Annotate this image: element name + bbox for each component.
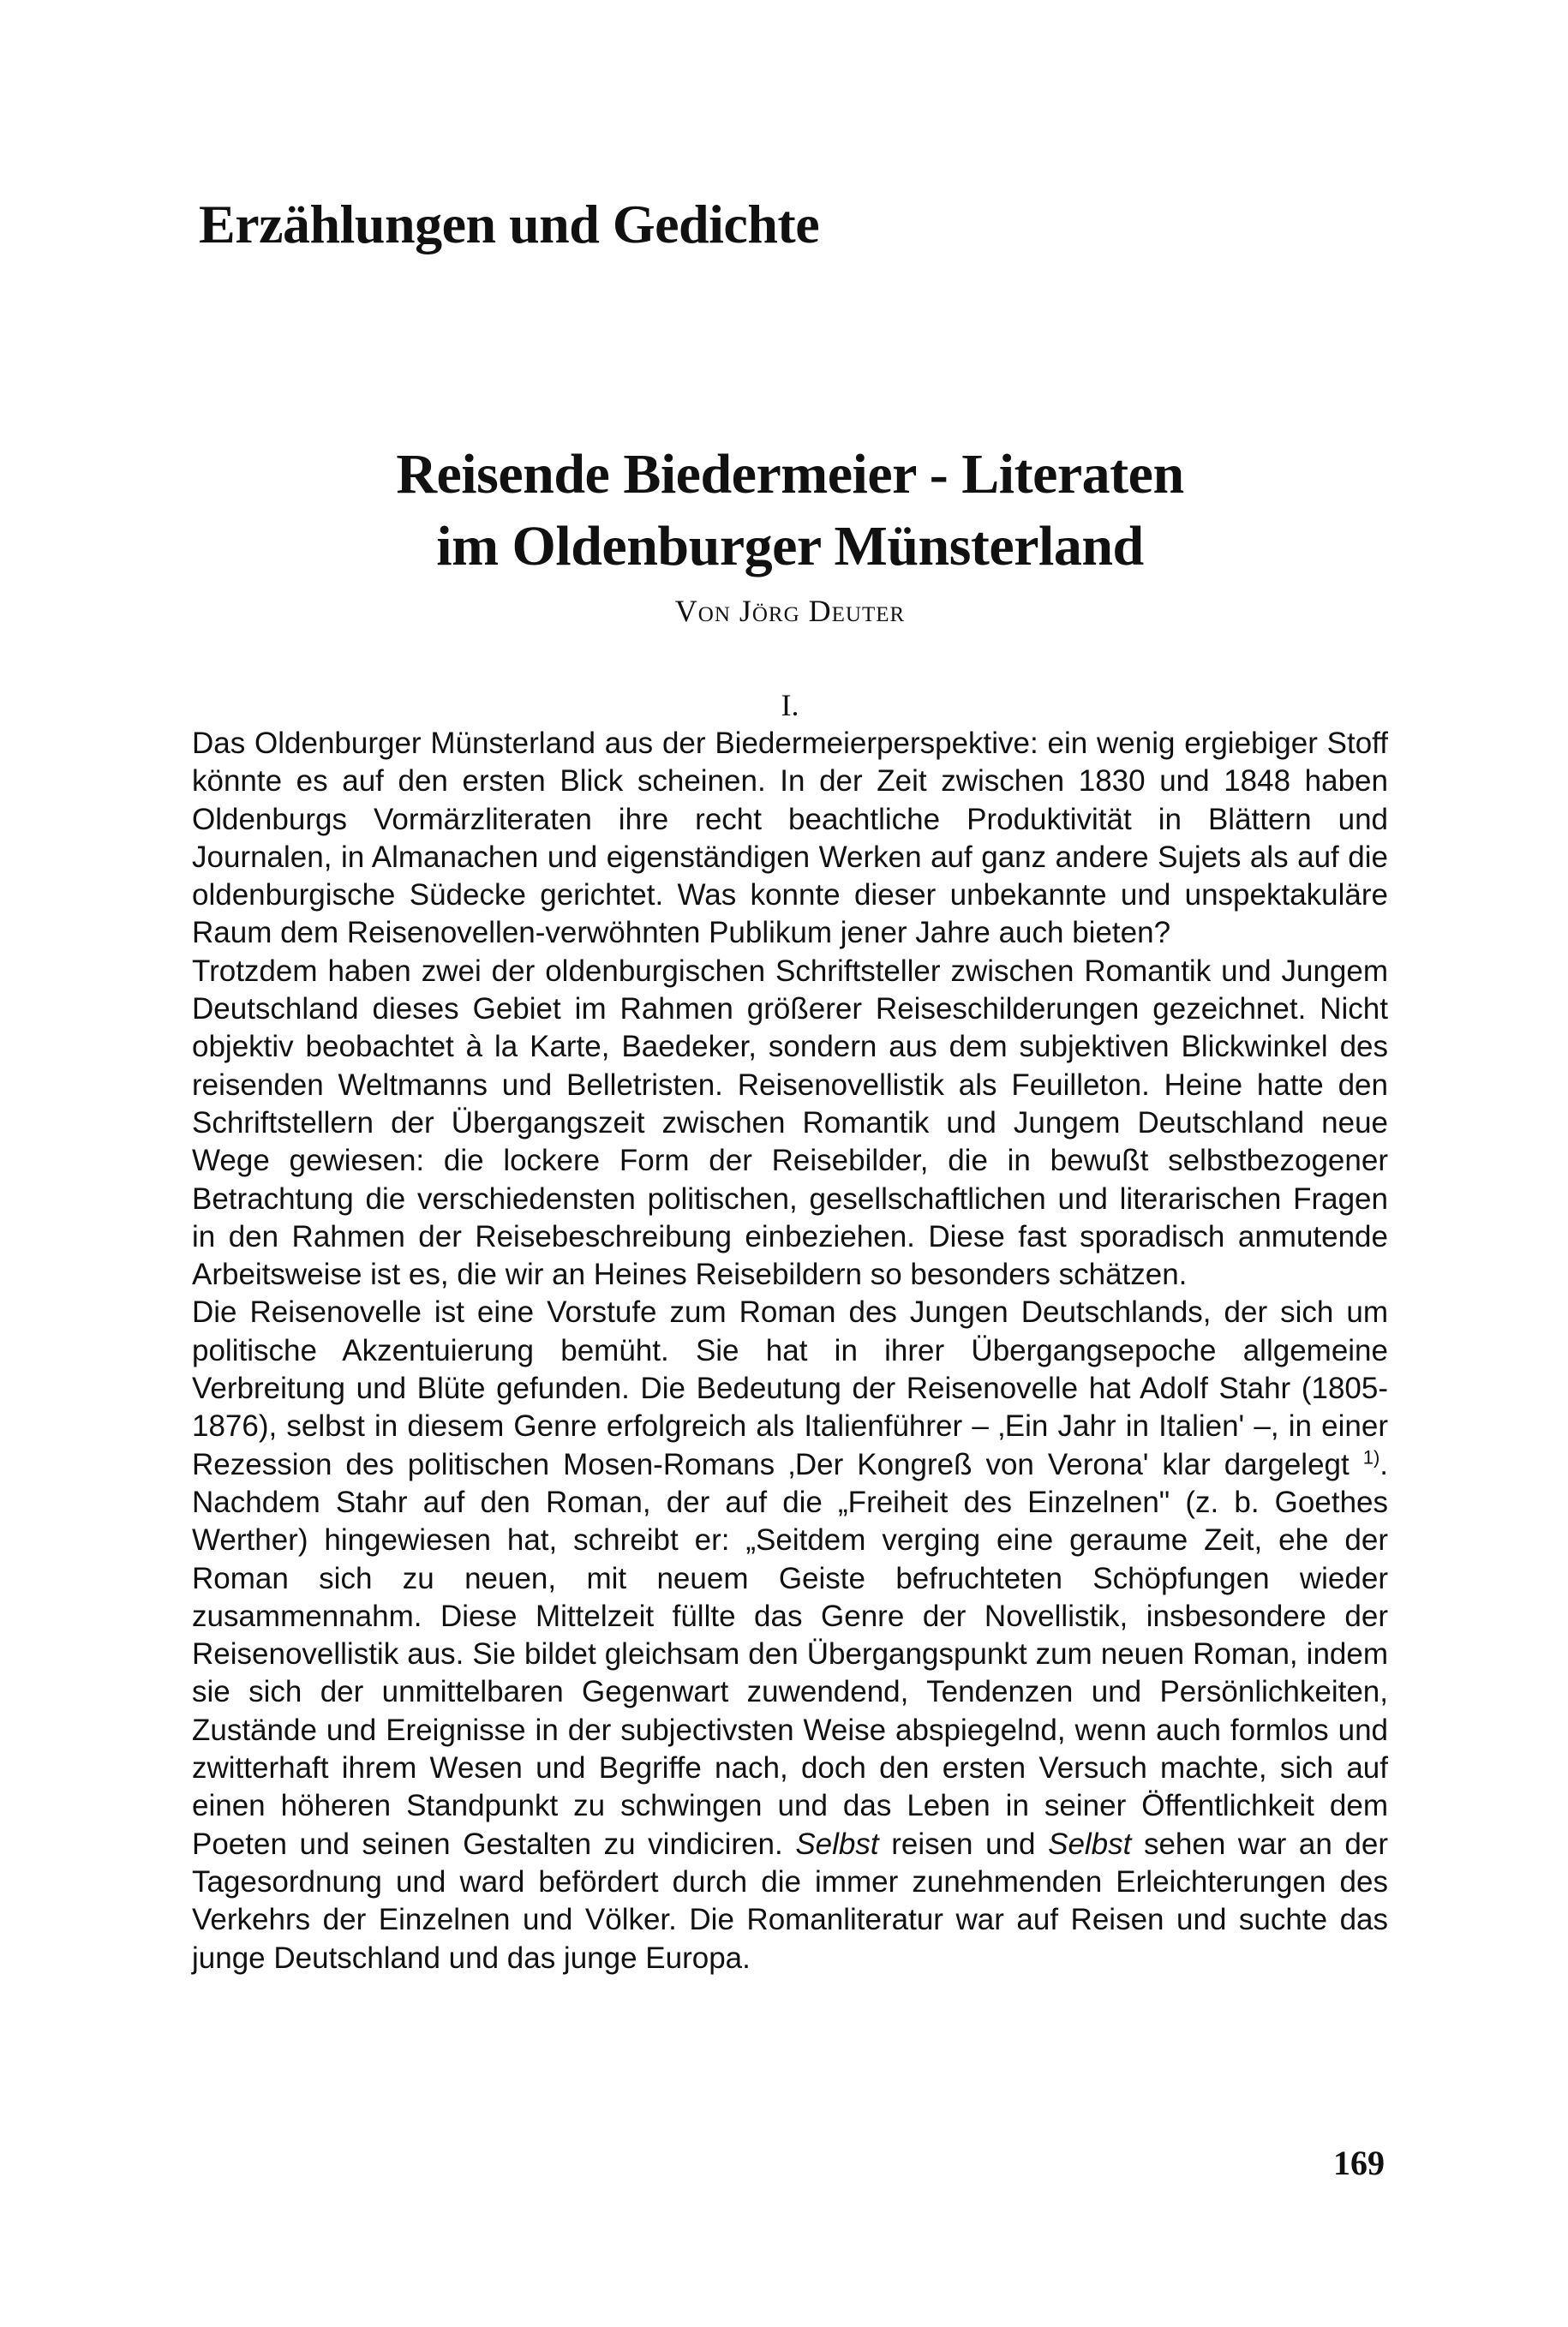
article-author: Von Jörg Deuter	[674, 594, 906, 628]
article-title	[199, 439, 1381, 583]
article-title-line-1: Reisende Biedermeier - Literaten	[396, 443, 1184, 505]
paragraph-3-text-c: reisen und	[878, 1827, 1049, 1861]
section-number: I.	[781, 688, 799, 722]
paragraph-2: Trotzdem haben zwei der oldenburgischen Schriftsteller zwischen Romantik und Jungem Deutschland dieses Gebiet im Rahmen größerer Reiseschilderungen gezeichnet. Nicht objektiv beobachtet à la Karte, Baedeker, sondern aus dem subjektiven Blickwinkel des reisenden Weltmanns und Belletristen. Reisenovellistik als Feuilleton. Heine hatte den Schriftstellern der Übergangszeit zwischen Romantik und Jungem Deutschland neue Wege gewiesen: die lockere Form der Reisebilder, die in bewußt selbstbezogener Betrachtung die verschiedensten politischen, gesellschaftlichen und literarischen Fragen in den Rahmen der Reisebeschreibung einbeziehen. Diese fast sporadisch anmutende Arbeitsweise ist es, die wir an Heines Reisebildern so besonders schätzen.	[192, 954, 1388, 1292]
paragraph-3-text-d: sehen war an der Tagesordnung und ward befördert durch die immer zunehmenden Erleichterungen des Verkehrs der Einzelnen und Völker. Die Romanliteratur war auf Reisen und suchte das junge Deutschland und das junge Europa.	[192, 1827, 1388, 1975]
paragraph-3-text-a: Die Reisenovelle ist eine Vorstufe zum Roman des Jungen Deutschlands, der sich um politische Akzentuierung bemüht. Sie hat in ihrer Übergangsepoche allgemeine Verbreitung und Blüte gefunden. Die Bedeutung der Reisenovelle hat Adolf Stahr (1805-1876), selbst in diesem Genre erfolgreich als Italienführer – ‚Ein Jahr in Italien' –, in einer Rezession des politischen Mosen-Romans ‚Der Kongreß von Verona' klar dargelegt	[192, 1295, 1388, 1481]
emphasis-selbst-2: Selbst	[1048, 1827, 1132, 1861]
paragraph-3-text-b: . Nachdem Stahr auf den Roman, der auf die „Freiheit des Einzelnen" (z. b. Goethes Werther) hingewiesen hat, schreibt er: „Seitdem verging eine geraume Zeit, ehe der Roman sich zu neuen, mit neuem Geiste befruchteten Schöpfungen wieder zusammennahm. Diese Mittelzeit füllte das Genre der Novellistik, insbesondere der Reisenovellistik aus. Sie bildet gleichsam den Übergangspunkt zum neuen Roman, indem sie sich der unmittelbaren Gegenwart zuwendend, Tendenzen und Persönlichkeiten, Zustände und Ereignisse in der subjectivsten Weise abspiegelnd, wenn auch formlos und zwitterhaft ihrem Wesen und Begriffe nach, doch den ersten Versuch machte, sich auf einen höheren Standpunkt zu schwingen und das Leben in seiner Öffentlichkeit dem Poeten und seinen Gestalten zu vindiciren.	[192, 1447, 1388, 1861]
paragraph-3	[192, 1294, 1388, 1977]
page-number: 169	[1333, 2144, 1385, 2182]
emphasis-selbst-1: Selbst	[795, 1827, 879, 1861]
article-body	[192, 725, 1388, 1977]
section-heading: Erzählungen und Gedichte	[199, 194, 820, 254]
footnote-mark: 1)	[1362, 1445, 1380, 1468]
paragraph-1: Das Oldenburger Münsterland aus der Biedermeierperspektive: ein wenig ergiebiger Stoff könnte es auf den ersten Blick scheinen. In der Zeit zwischen 1830 und 1848 haben Oldenburgs Vormärzliteraten ihre recht beachtliche Produktivität in Blättern und Journalen, in Almanachen und eigenständigen Werken auf ganz andere Sujets als auf die oldenburgische Südecke gerichtet. Was konnte dieser unbekannte und unspektakuläre Raum dem Reisenovellen-verwöhnten Publikum jener Jahre auch bieten?	[192, 727, 1388, 950]
article-title-line-2: im Oldenburger Münsterland	[436, 515, 1144, 577]
